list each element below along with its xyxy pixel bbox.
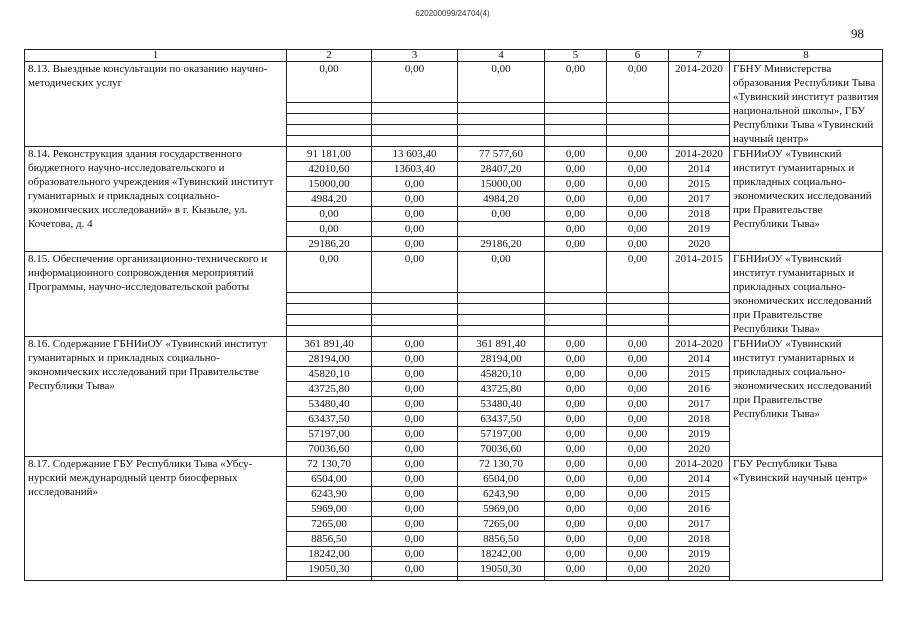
- empty-cell: [458, 114, 545, 125]
- period-cell: 2015: [669, 487, 730, 502]
- empty-cell: [545, 103, 607, 114]
- period-cell: 2014-2015: [669, 252, 730, 293]
- amount-cell: 0,00: [372, 177, 458, 192]
- amount-cell: 0,00: [372, 412, 458, 427]
- amount-cell: 0,00: [545, 337, 607, 352]
- amount-cell: 4984,20: [458, 192, 545, 207]
- amount-cell: 91 181,00: [287, 147, 372, 162]
- amount-cell: 0,00: [607, 487, 669, 502]
- amount-cell: 0,00: [545, 427, 607, 442]
- amount-cell: 8856,50: [287, 532, 372, 547]
- amount-cell: 6243,90: [287, 487, 372, 502]
- amount-cell: 0,00: [372, 222, 458, 237]
- responsible-executor: ГБНИиОУ «Тувинский институт гуманитарных и прикладных социально-экономических исследований при Правительстве Республики Тыва»: [730, 337, 883, 457]
- amount-cell: 13603,40: [372, 162, 458, 177]
- amount-cell: 0,00: [545, 192, 607, 207]
- amount-cell: 0,00: [607, 547, 669, 562]
- empty-cell: [607, 315, 669, 326]
- amount-cell: 29186,20: [287, 237, 372, 252]
- amount-cell: 0,00: [545, 547, 607, 562]
- table-row: [25, 147, 883, 162]
- empty-cell: [669, 125, 730, 136]
- measure-description: 8.15. Обеспечение организационно-технического и информационного сопровождения мероприятий Программы, научно-исследовательской работы: [25, 252, 287, 337]
- amount-cell: 0,00: [545, 562, 607, 577]
- amount-cell: 0,00: [372, 352, 458, 367]
- amount-cell: 6504,00: [458, 472, 545, 487]
- empty-cell: [669, 114, 730, 125]
- program-budget-table: [24, 49, 883, 581]
- amount-cell: 0,00: [372, 532, 458, 547]
- amount-cell: [458, 222, 545, 237]
- amount-cell: 70036,60: [287, 442, 372, 457]
- column-header: 3: [372, 50, 458, 62]
- amount-cell: 0,00: [372, 562, 458, 577]
- amount-cell: 0,00: [372, 427, 458, 442]
- column-header: 5: [545, 50, 607, 62]
- amount-cell: 0,00: [607, 352, 669, 367]
- column-header: 4: [458, 50, 545, 62]
- amount-cell: 7265,00: [287, 517, 372, 532]
- amount-cell: 63437,50: [458, 412, 545, 427]
- empty-cell: [607, 293, 669, 304]
- amount-cell: 0,00: [545, 442, 607, 457]
- amount-cell: 28194,00: [287, 352, 372, 367]
- amount-cell: 43725,80: [458, 382, 545, 397]
- empty-cell: [669, 325, 730, 336]
- empty-cell: [669, 103, 730, 114]
- amount-cell: 0,00: [607, 427, 669, 442]
- period-cell: 2020: [669, 237, 730, 252]
- amount-cell: 0,00: [545, 147, 607, 162]
- empty-cell: [372, 577, 458, 581]
- empty-cell: [287, 114, 372, 125]
- empty-cell: [287, 577, 372, 581]
- period-cell: 2017: [669, 397, 730, 412]
- amount-cell: 57197,00: [287, 427, 372, 442]
- amount-cell: 57197,00: [458, 427, 545, 442]
- empty-cell: [607, 325, 669, 336]
- amount-cell: 15000,00: [287, 177, 372, 192]
- amount-cell: 63437,50: [287, 412, 372, 427]
- table-body: [25, 50, 883, 581]
- column-header: 7: [669, 50, 730, 62]
- period-cell: 2017: [669, 517, 730, 532]
- amount-cell: 0,00: [545, 412, 607, 427]
- amount-cell: 361 891,40: [458, 337, 545, 352]
- table-row: [25, 457, 883, 472]
- empty-cell: [607, 135, 669, 146]
- amount-cell: 0,00: [607, 442, 669, 457]
- amount-cell: 0,00: [372, 237, 458, 252]
- document-id-code: 620200099/24704(4): [415, 9, 490, 18]
- amount-cell: 0,00: [607, 397, 669, 412]
- period-cell: 2020: [669, 442, 730, 457]
- amount-cell: 42010,60: [287, 162, 372, 177]
- amount-cell: 5969,00: [458, 502, 545, 517]
- amount-cell: 0,00: [372, 62, 458, 103]
- empty-cell: [458, 577, 545, 581]
- amount-cell: 8856,50: [458, 532, 545, 547]
- empty-cell: [607, 103, 669, 114]
- period-cell: 2014: [669, 162, 730, 177]
- amount-cell: 70036,60: [458, 442, 545, 457]
- table-row: [25, 337, 883, 352]
- column-header: 1: [25, 50, 287, 62]
- period-cell: 2014-2020: [669, 337, 730, 352]
- table-row: [25, 252, 883, 293]
- page-number: 98: [851, 26, 864, 41]
- amount-cell: 0,00: [372, 382, 458, 397]
- amount-cell: 0,00: [607, 532, 669, 547]
- amount-cell: 18242,00: [458, 547, 545, 562]
- column-header: 6: [607, 50, 669, 62]
- empty-cell: [372, 304, 458, 315]
- period-cell: 2014-2020: [669, 147, 730, 162]
- amount-cell: 0,00: [545, 162, 607, 177]
- measure-description: 8.17. Содержание ГБУ Республики Тыва «Убсу-нурский международный центр биосферных исследований»: [25, 457, 287, 581]
- period-cell: 2019: [669, 427, 730, 442]
- responsible-executor: ГБНУ Министерства образования Республики Тыва «Тувинский институт развития национальной школы», ГБУ Республики Тыва «Тувинский научный центр»: [730, 62, 883, 147]
- amount-cell: 0,00: [545, 207, 607, 222]
- amount-cell: 0,00: [545, 457, 607, 472]
- period-cell: 2019: [669, 547, 730, 562]
- amount-cell: 0,00: [287, 207, 372, 222]
- amount-cell: 0,00: [607, 517, 669, 532]
- period-cell: 2019: [669, 222, 730, 237]
- amount-cell: 0,00: [607, 412, 669, 427]
- amount-cell: 0,00: [372, 442, 458, 457]
- amount-cell: 0,00: [607, 367, 669, 382]
- amount-cell: 0,00: [545, 222, 607, 237]
- period-cell: 2014: [669, 472, 730, 487]
- empty-cell: [287, 125, 372, 136]
- amount-cell: 0,00: [545, 382, 607, 397]
- amount-cell: 0,00: [372, 337, 458, 352]
- period-cell: 2018: [669, 207, 730, 222]
- amount-cell: 0,00: [372, 192, 458, 207]
- amount-cell: 0,00: [607, 457, 669, 472]
- empty-cell: [545, 114, 607, 125]
- empty-cell: [669, 315, 730, 326]
- empty-cell: [372, 135, 458, 146]
- amount-cell: 0,00: [372, 472, 458, 487]
- empty-cell: [458, 315, 545, 326]
- empty-cell: [607, 114, 669, 125]
- measure-description: 8.13. Выездные консультации по оказанию научно-методических услуг: [25, 62, 287, 147]
- amount-cell: 0,00: [607, 207, 669, 222]
- amount-cell: 19050,30: [458, 562, 545, 577]
- empty-cell: [372, 325, 458, 336]
- amount-cell: 361 891,40: [287, 337, 372, 352]
- column-header: 8: [730, 50, 883, 62]
- empty-cell: [607, 125, 669, 136]
- empty-cell: [287, 325, 372, 336]
- empty-cell: [287, 315, 372, 326]
- amount-cell: 0,00: [545, 397, 607, 412]
- amount-cell: 15000,00: [458, 177, 545, 192]
- amount-cell: 45820,10: [458, 367, 545, 382]
- empty-cell: [669, 135, 730, 146]
- amount-cell: 7265,00: [458, 517, 545, 532]
- amount-cell: 0,00: [607, 502, 669, 517]
- amount-cell: 29186,20: [458, 237, 545, 252]
- amount-cell: 6504,00: [287, 472, 372, 487]
- period-cell: 2014-2020: [669, 62, 730, 103]
- table-header-row: [25, 50, 883, 62]
- amount-cell: 72 130,70: [287, 457, 372, 472]
- empty-cell: [545, 577, 607, 581]
- empty-cell: [458, 135, 545, 146]
- empty-cell: [287, 135, 372, 146]
- empty-cell: [372, 125, 458, 136]
- amount-cell: 0,00: [607, 337, 669, 352]
- amount-cell: 53480,40: [458, 397, 545, 412]
- amount-cell: 45820,10: [287, 367, 372, 382]
- amount-cell: 6243,90: [458, 487, 545, 502]
- amount-cell: 0,00: [607, 192, 669, 207]
- measure-description: 8.14. Реконструкция здания государственного бюджетного научно-исследовательского и образовательного учреждения «Тувинский институт гуманитарных и прикладных социально-экономических исследований» в г. Кызыле, ул. Кочетова, д. 4: [25, 147, 287, 252]
- responsible-executor: ГБУ Республики Тыва «Тувинский научный центр»: [730, 457, 883, 581]
- amount-cell: 0,00: [372, 252, 458, 293]
- amount-cell: 28194,00: [458, 352, 545, 367]
- amount-cell: 0,00: [545, 352, 607, 367]
- amount-cell: 0,00: [287, 222, 372, 237]
- amount-cell: 43725,80: [287, 382, 372, 397]
- amount-cell: 0,00: [545, 517, 607, 532]
- amount-cell: 0,00: [607, 237, 669, 252]
- empty-cell: [287, 103, 372, 114]
- amount-cell: 0,00: [545, 487, 607, 502]
- empty-cell: [545, 304, 607, 315]
- empty-cell: [372, 315, 458, 326]
- amount-cell: 0,00: [458, 207, 545, 222]
- amount-cell: 72 130,70: [458, 457, 545, 472]
- empty-cell: [545, 293, 607, 304]
- amount-cell: 0,00: [287, 62, 372, 103]
- amount-cell: 0,00: [607, 147, 669, 162]
- amount-cell: 0,00: [607, 177, 669, 192]
- empty-cell: [458, 325, 545, 336]
- amount-cell: 0,00: [372, 487, 458, 502]
- measure-description: 8.16. Содержание ГБНИиОУ «Тувинский институт гуманитарных и прикладных социально-экономических исследований при Правительстве Республики Тыва»: [25, 337, 287, 457]
- empty-cell: [669, 577, 730, 581]
- amount-cell: 0,00: [607, 382, 669, 397]
- amount-cell: 0,00: [372, 207, 458, 222]
- amount-cell: 5969,00: [287, 502, 372, 517]
- amount-cell: 0,00: [372, 397, 458, 412]
- amount-cell: 18242,00: [287, 547, 372, 562]
- amount-cell: 0,00: [607, 562, 669, 577]
- amount-cell: 53480,40: [287, 397, 372, 412]
- amount-cell: [545, 252, 607, 293]
- empty-cell: [372, 293, 458, 304]
- empty-cell: [458, 103, 545, 114]
- amount-cell: 28407,20: [458, 162, 545, 177]
- responsible-executor: ГБНИиОУ «Тувинский институт гуманитарных и прикладных социально-экономических исследований при Правительстве Республики Тыва»: [730, 147, 883, 252]
- period-cell: 2018: [669, 412, 730, 427]
- amount-cell: 0,00: [607, 162, 669, 177]
- empty-cell: [607, 304, 669, 315]
- empty-cell: [545, 125, 607, 136]
- amount-cell: 0,00: [545, 177, 607, 192]
- empty-cell: [287, 304, 372, 315]
- empty-cell: [372, 114, 458, 125]
- amount-cell: 0,00: [372, 367, 458, 382]
- empty-cell: [669, 293, 730, 304]
- amount-cell: 0,00: [545, 62, 607, 103]
- period-cell: 2014: [669, 352, 730, 367]
- period-cell: 2020: [669, 562, 730, 577]
- amount-cell: 0,00: [545, 367, 607, 382]
- period-cell: 2016: [669, 382, 730, 397]
- period-cell: 2014-2020: [669, 457, 730, 472]
- amount-cell: 13 603,40: [372, 147, 458, 162]
- amount-cell: 0,00: [607, 472, 669, 487]
- empty-cell: [458, 125, 545, 136]
- amount-cell: 0,00: [607, 62, 669, 103]
- amount-cell: 4984,20: [287, 192, 372, 207]
- amount-cell: 0,00: [545, 237, 607, 252]
- amount-cell: 0,00: [372, 517, 458, 532]
- empty-cell: [287, 293, 372, 304]
- empty-cell: [607, 577, 669, 581]
- period-cell: 2015: [669, 177, 730, 192]
- amount-cell: 0,00: [458, 252, 545, 293]
- amount-cell: 0,00: [545, 502, 607, 517]
- amount-cell: 0,00: [545, 532, 607, 547]
- empty-cell: [545, 325, 607, 336]
- empty-cell: [669, 304, 730, 315]
- amount-cell: 0,00: [545, 472, 607, 487]
- amount-cell: 0,00: [607, 222, 669, 237]
- column-header: 2: [287, 50, 372, 62]
- period-cell: 2015: [669, 367, 730, 382]
- amount-cell: 77 577,60: [458, 147, 545, 162]
- empty-cell: [458, 304, 545, 315]
- amount-cell: 0,00: [372, 547, 458, 562]
- amount-cell: 0,00: [458, 62, 545, 103]
- amount-cell: 0,00: [372, 502, 458, 517]
- empty-cell: [545, 135, 607, 146]
- amount-cell: 0,00: [287, 252, 372, 293]
- amount-cell: 19050,30: [287, 562, 372, 577]
- period-cell: 2018: [669, 532, 730, 547]
- empty-cell: [372, 103, 458, 114]
- period-cell: 2016: [669, 502, 730, 517]
- empty-cell: [458, 293, 545, 304]
- empty-cell: [545, 315, 607, 326]
- responsible-executor: ГБНИиОУ «Тувинский институт гуманитарных и прикладных социально-экономических исследований при Правительстве Республики Тыва»: [730, 252, 883, 337]
- amount-cell: 0,00: [607, 252, 669, 293]
- period-cell: 2017: [669, 192, 730, 207]
- table-row: [25, 62, 883, 103]
- amount-cell: 0,00: [372, 457, 458, 472]
